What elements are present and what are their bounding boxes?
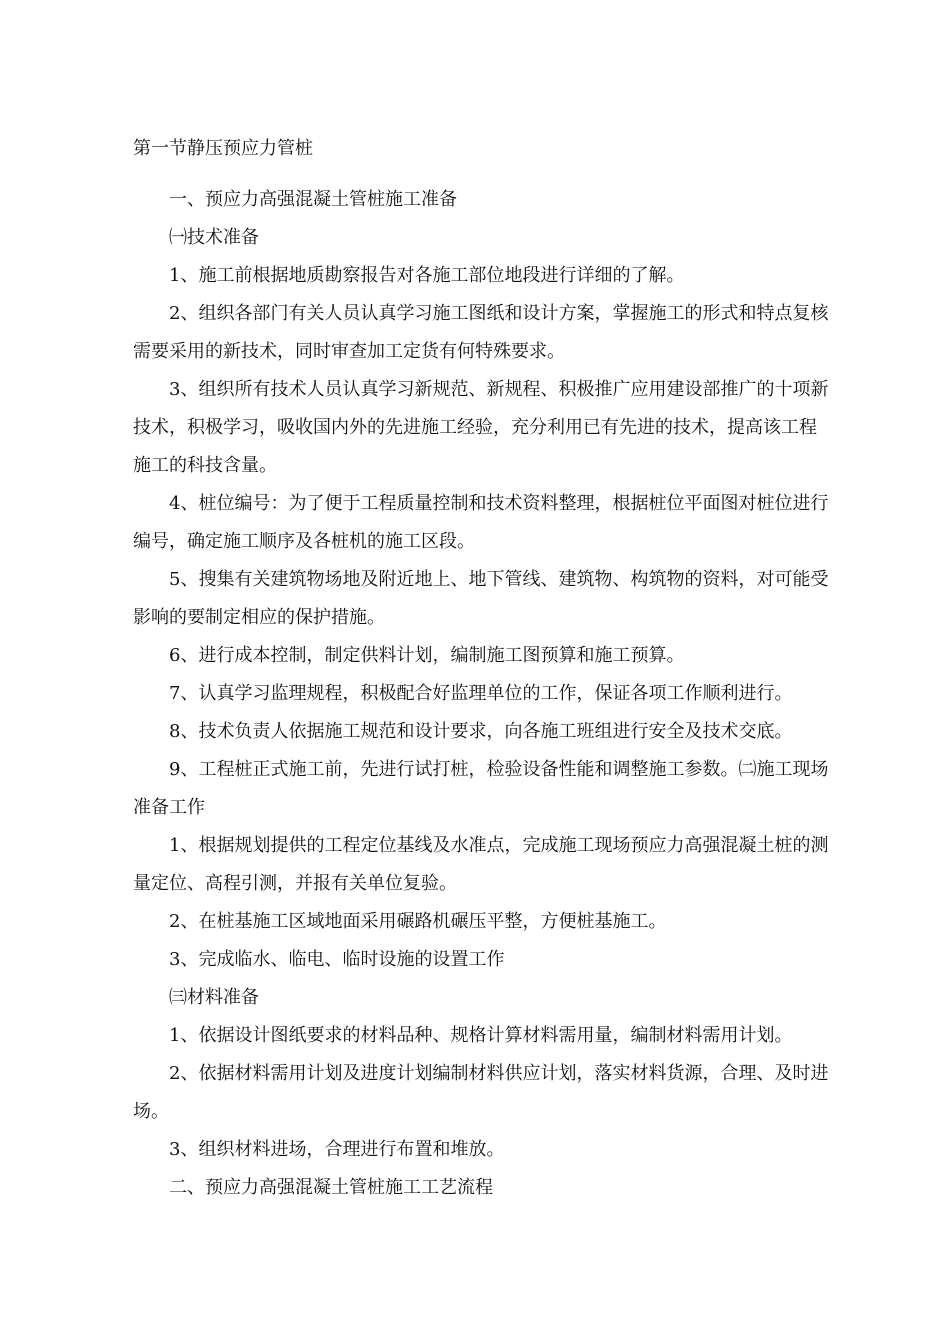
paragraph-tech-8: 8、技术负责人依据施工规范和设计要求，向各施工班组进行安全及技术交底。	[169, 721, 793, 742]
paragraph-tech-4: 4、桩位编号：为了便于工程质量控制和技术资料整理，根据桩位平面图对桩位进行编号，确定施工顺序及各桩机的施工区段。	[133, 493, 829, 552]
paragraph-tech-1: 1、施工前根据地质勘察报告对各施工部位地段进行详细的了解。	[169, 265, 685, 286]
paragraph-site-2: 2、在桩基施工区域地面采用碾路机碾压平整，方便桩基施工。	[169, 911, 667, 932]
section-title: 第一节静压预应力管桩	[133, 138, 313, 159]
paragraph-site-3: 3、完成临水、临电、临时设施的设置工作	[169, 949, 505, 970]
heading-process-flow: 二、预应力高强混凝土管桩施工工艺流程	[169, 1177, 493, 1198]
paragraph-tech-2: 2、组织各部门有关人员认真学习施工图纸和设计方案，掌握施工的形式和特点复核需要采用的新技术，同时审查加工定货有何特殊要求。	[133, 303, 829, 362]
heading-construction-preparation: 一、预应力高强混凝土管桩施工准备	[169, 189, 457, 210]
paragraph-tech-7: 7、认真学习监理规程，积极配合好监理单位的工作，保证各项工作顺利进行。	[169, 683, 793, 704]
paragraph-tech-5: 5、搜集有关建筑物场地及附近地上、地下管线、建筑物、构筑物的资料，对可能受影响的要制定相应的保护措施。	[133, 569, 829, 628]
paragraph-material-1: 1、依据设计图纸要求的材料品种、规格计算材料需用量，编制材料需用计划。	[169, 1025, 793, 1046]
subheading-technical-preparation: ㈠技术准备	[169, 227, 259, 248]
paragraph-tech-6: 6、进行成本控制，制定供料计划，编制施工图预算和施工预算。	[169, 645, 685, 666]
paragraph-tech-3: 3、组织所有技术人员认真学习新规范、新规程、积极推广应用建设部推广的十项新技术，积极学习，吸收国内外的先进施工经验，充分利用已有先进的技术，提高该工程施工的科技含量。	[133, 379, 829, 476]
paragraph-tech-9: 9、工程桩正式施工前，先进行试打桩，检验设备性能和调整施工参数。㈡施工现场准备工作	[133, 759, 829, 818]
paragraph-site-1: 1、根据规划提供的工程定位基线及水准点，完成施工现场预应力高强混凝土桩的测量定位、高程引测，并报有关单位复验。	[133, 835, 829, 894]
subheading-material-preparation: ㈢材料准备	[169, 987, 259, 1008]
paragraph-material-3: 3、组织材料进场，合理进行布置和堆放。	[169, 1139, 505, 1160]
paragraph-material-2: 2、依据材料需用计划及进度计划编制材料供应计划，落实材料货源，合理、及时进场。	[133, 1063, 829, 1122]
